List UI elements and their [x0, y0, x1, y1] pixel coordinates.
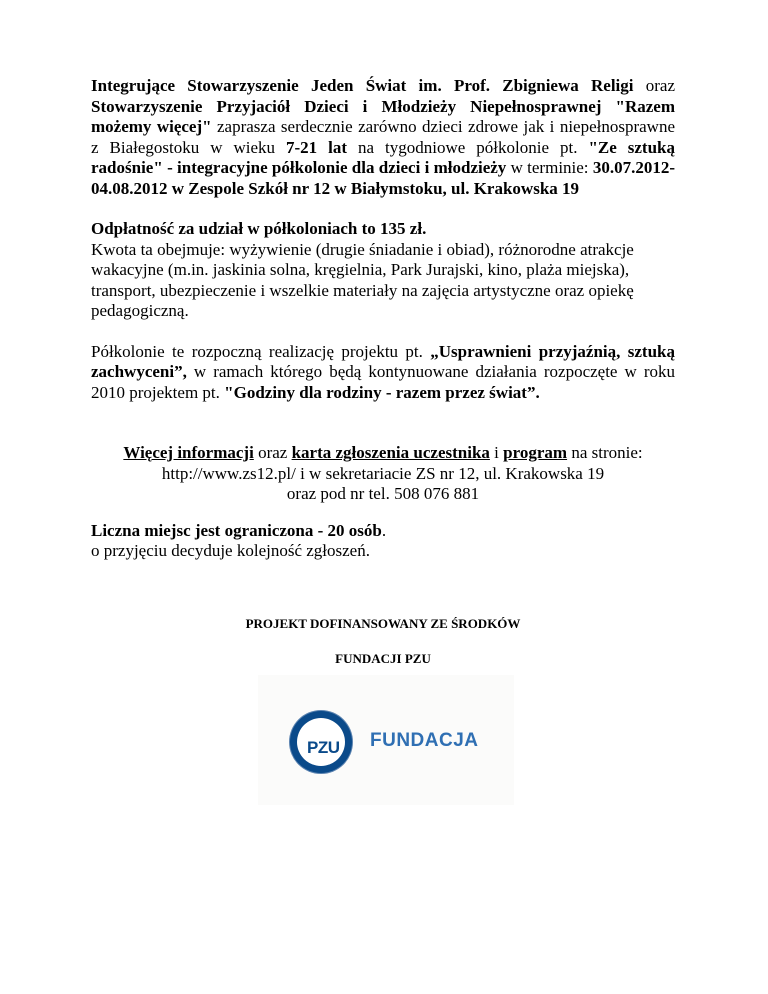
website-line: http://www.zs12.pl/ i w sekretariacie ZS nr 12, ul. Krakowska 19 [161, 463, 605, 483]
fee-paragraph [91, 219, 675, 322]
fee-text: Odpłatność za udział w półkoloniach to 135 zł. [91, 219, 427, 238]
camp-title: "Ze sztuką radośnie" - integracyjne półkolonie dla dzieci i młodzieży [91, 137, 675, 177]
previous-project-title: "Godziny dla rodziny - razem przez świat”. [224, 382, 540, 402]
program-link: program [503, 443, 568, 462]
pzu-logo-inner [297, 718, 345, 766]
project-text: w ramach którego będą kontynuowane działania rozpoczęte w roku 2010 projektem pt. [91, 362, 675, 402]
age-range: 7-21 lat [286, 137, 348, 157]
more-info-link: Więcej informacji [123, 443, 254, 462]
pzu-logo-mark: PZU [307, 738, 340, 757]
project-paragraph [91, 342, 675, 404]
info-text: i [489, 443, 504, 462]
document-body [91, 76, 675, 667]
places-limit-dot: . [381, 520, 387, 540]
pzu-logo-word: FUNDACJA [370, 730, 479, 751]
pzu-logo-circle [290, 711, 352, 773]
invitation-paragraph [91, 76, 675, 199]
project-text: Półkolonie te rozpoczną realizację projektu pt. [91, 341, 431, 361]
project-title: „Usprawnieni przyjaźnią, sztuką zachwyceni”, [91, 341, 675, 381]
info-paragraph [91, 443, 675, 505]
fee-details: Kwota ta obejmuje: wyżywienie (drugie śniadanie i obiad), różnorodne atrakcje wakacyjne (m.in. jaskinia solna, kręgielnia, Park Jurajski, kino, plaża miejska), transport, ubezpieczenie i wszelkie materiały na zajęcia artystyczne oraz opiekę pedagogiczną. [91, 239, 634, 320]
organization-one: Integrujące Stowarzyszenie Jeden Świat im. Prof. Zbigniewa Religi [91, 76, 634, 95]
info-text: na stronie: [567, 443, 643, 462]
places-limit-paragraph [91, 521, 675, 562]
info-text: oraz [253, 443, 292, 462]
invitation-text: w terminie: [506, 158, 593, 177]
camp-dates-location: 30.07.2012-04.08.2012 w Zespole Szkół nr 12 w Białymstoku, ul. Krakowska 19 [91, 158, 675, 198]
pzu-foundation-logo [258, 675, 514, 805]
funding-line: PROJEKT DOFINANSOWANY ZE ŚRODKÓW [245, 615, 521, 631]
registration-form-link: karta zgłoszenia uczestnika [291, 443, 490, 462]
funding-foundation: FUNDACJI PZU [335, 650, 431, 666]
invitation-text: oraz [633, 76, 675, 95]
phone-line: oraz pod nr tel. 508 076 881 [286, 484, 480, 503]
invitation-text: zaprasza serdecznie zarówno dzieci zdrowe jak i niepełnosprawne z Białegostoku w wieku [91, 117, 675, 157]
order-note: o przyjęciu decyduje kolejność zgłoszeń. [91, 541, 370, 560]
invitation-text: na tygodniowe półkolonie pt. [347, 137, 589, 157]
places-limit: Liczna miejsc jest ograniczona - 20 osób [91, 520, 382, 540]
organization-two: Stowarzyszenie Przyjaciół Dzieci i Młodzieży Niepełnosprawnej "Razem możemy więcej" [91, 96, 675, 136]
